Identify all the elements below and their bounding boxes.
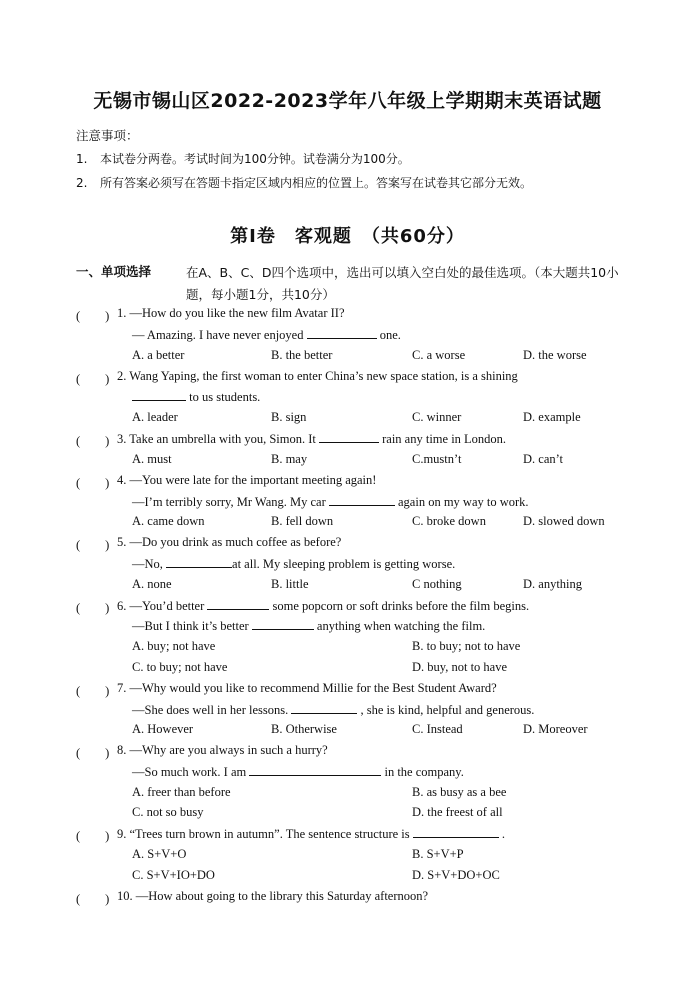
option-b: B. fell down bbox=[271, 514, 334, 528]
answer-blank bbox=[319, 431, 379, 443]
option-d: D. S+V+DO+OC bbox=[412, 868, 500, 882]
question-line: Take an umbrella with you, Simon. It bbox=[129, 432, 316, 446]
question-line-tail: some popcorn or soft drinks before the film begins. bbox=[272, 599, 530, 613]
answer-paren[interactable]: ( ) bbox=[76, 892, 110, 906]
question-stem bbox=[117, 681, 497, 696]
option-c: C. Instead bbox=[412, 722, 463, 736]
question-number: 10. bbox=[117, 889, 133, 903]
part-heading-text: 一、单项选择 bbox=[76, 264, 152, 279]
option-c: C. a worse bbox=[412, 348, 466, 362]
section-title: 第Ⅰ卷 客观题 （共60分） bbox=[230, 226, 465, 247]
question-line-tail: rain any time in London. bbox=[382, 432, 507, 446]
question-line-tail: anything when watching the film. bbox=[316, 619, 486, 633]
question-number: 7. bbox=[117, 681, 127, 695]
question-stem bbox=[117, 306, 345, 321]
option-c: C. to buy; not have bbox=[132, 660, 228, 674]
answer-paren[interactable]: ( ) bbox=[76, 601, 110, 615]
question-number: 6. bbox=[117, 599, 127, 613]
question-stem bbox=[117, 535, 341, 550]
option-a: A. However bbox=[132, 722, 194, 736]
option-b: B. as busy as a bee bbox=[412, 785, 507, 799]
answer-blank bbox=[132, 389, 186, 401]
question-line: —Why are you always in such a hurry? bbox=[129, 743, 328, 757]
question-line-text: —She does well in her lessons. bbox=[132, 703, 289, 717]
question-number: 1. bbox=[117, 306, 127, 320]
answer-paren[interactable]: ( ) bbox=[76, 434, 110, 448]
option-d: D. can’t bbox=[523, 452, 564, 466]
answer-blank bbox=[413, 826, 499, 838]
option-c: C nothing bbox=[412, 577, 462, 591]
answer-blank bbox=[166, 556, 232, 568]
question-line-tail: again on my way to work. bbox=[398, 495, 529, 509]
option-d: D. slowed down bbox=[523, 514, 605, 528]
option-d: D. example bbox=[523, 410, 581, 424]
notes-heading: 注意事项： bbox=[76, 128, 139, 143]
answer-paren[interactable]: ( ) bbox=[76, 538, 110, 552]
note-number: 2. bbox=[76, 176, 88, 190]
note-item bbox=[76, 150, 410, 167]
question-number: 2. bbox=[117, 369, 127, 383]
option-b: B. the better bbox=[271, 348, 333, 362]
question-line: —Why would you like to recommend Millie for the Best Student Award? bbox=[129, 681, 497, 695]
option-c: C. S+V+IO+DO bbox=[132, 868, 215, 882]
question-line bbox=[132, 494, 529, 510]
note-item bbox=[76, 174, 532, 191]
question-line-tail: , she is kind, helpful and generous. bbox=[360, 703, 535, 717]
question-line-tail: one. bbox=[379, 328, 401, 342]
option-c: C. not so busy bbox=[132, 805, 204, 819]
option-a: A. none bbox=[132, 577, 172, 591]
option-a: A. leader bbox=[132, 410, 178, 424]
question-number: 8. bbox=[117, 743, 127, 757]
answer-blank bbox=[252, 618, 314, 630]
question-number: 5. bbox=[117, 535, 127, 549]
question-stem bbox=[117, 889, 428, 904]
answer-paren[interactable]: ( ) bbox=[76, 829, 110, 843]
question-line bbox=[132, 389, 260, 405]
option-b: B. may bbox=[271, 452, 308, 466]
answer-paren[interactable]: ( ) bbox=[76, 476, 110, 490]
answer-paren[interactable]: ( ) bbox=[76, 746, 110, 760]
question-line-text: —So much work. I am bbox=[132, 765, 247, 779]
note-text: 本试卷分两卷。考试时间为100分钟。试卷满分为100分。 bbox=[100, 152, 410, 166]
question-line: “Trees turn brown in autumn”. The sentence structure is bbox=[129, 827, 410, 841]
question-line-text: —But I think it’s better bbox=[132, 619, 249, 633]
question-number: 9. bbox=[117, 827, 127, 841]
question-stem bbox=[117, 598, 529, 614]
question-line bbox=[132, 327, 401, 343]
question-line-tail: in the company. bbox=[384, 765, 464, 779]
question-line-text: — Amazing. I have never enjoyed bbox=[132, 328, 304, 342]
question-line: —Do you drink as much coffee as before? bbox=[129, 535, 342, 549]
question-line-tail: to us students. bbox=[189, 390, 261, 404]
question-line bbox=[132, 556, 455, 572]
option-c: C. broke down bbox=[412, 514, 486, 528]
part-heading bbox=[76, 262, 151, 280]
option-d: D. anything bbox=[523, 577, 583, 591]
note-number: 1. bbox=[76, 152, 88, 166]
answer-blank bbox=[307, 327, 377, 339]
question-line: —How about going to the library this Saturday afternoon? bbox=[135, 889, 429, 903]
question-stem bbox=[117, 431, 506, 447]
part-description: 在A、B、C、D四个选项中，选出可以填入空白处的最佳选项。（本大题共10小题，每小题1分，共10分） bbox=[186, 265, 619, 302]
option-d: D. the worse bbox=[523, 348, 587, 362]
note-text: 所有答案必须写在答题卡指定区域内相应的位置上。答案写在试卷其它部分无效。 bbox=[100, 176, 533, 190]
question-line bbox=[132, 618, 485, 634]
answer-paren[interactable]: ( ) bbox=[76, 309, 110, 323]
question-number: 4. bbox=[117, 473, 127, 487]
question-line bbox=[132, 764, 464, 780]
answer-paren[interactable]: ( ) bbox=[76, 372, 110, 386]
answer-blank bbox=[249, 764, 381, 776]
question-number: 3. bbox=[117, 432, 127, 446]
question-stem bbox=[117, 743, 328, 758]
answer-blank bbox=[291, 702, 357, 714]
option-a: A. S+V+O bbox=[132, 847, 187, 861]
option-d: D. Moreover bbox=[523, 722, 588, 736]
question-line: —You were late for the important meeting again! bbox=[129, 473, 377, 487]
question-line-tail: at all. My sleeping problem is getting worse. bbox=[232, 557, 456, 571]
option-a: A. a better bbox=[132, 348, 185, 362]
option-a: A. freer than before bbox=[132, 785, 231, 799]
answer-blank bbox=[329, 494, 395, 506]
question-stem bbox=[117, 473, 376, 488]
option-d: D. the freest of all bbox=[412, 805, 503, 819]
question-stem bbox=[117, 369, 518, 384]
question-line: —How do you like the new film Avatar II? bbox=[129, 306, 345, 320]
question-line: —You’d better bbox=[129, 599, 205, 613]
option-b: B. Otherwise bbox=[271, 722, 337, 736]
page-title: 无锡市锡山区2022-2023学年八年级上学期期末英语试题 bbox=[93, 90, 602, 112]
question-line bbox=[132, 702, 534, 718]
option-a: A. must bbox=[132, 452, 172, 466]
question-line: Wang Yaping, the first woman to enter China’s new space station, is a shining bbox=[129, 369, 518, 383]
question-line-tail: . bbox=[501, 827, 506, 841]
option-a: A. buy; not have bbox=[132, 639, 216, 653]
option-d: D. buy, not to have bbox=[412, 660, 508, 674]
option-c: C. winner bbox=[412, 410, 462, 424]
question-line-text: —No, bbox=[132, 557, 163, 571]
answer-paren[interactable]: ( ) bbox=[76, 684, 110, 698]
question-line-text: —I’m terribly sorry, Mr Wang. My car bbox=[132, 495, 326, 509]
option-a: A. came down bbox=[132, 514, 205, 528]
option-b: B. sign bbox=[271, 410, 307, 424]
option-b: B. to buy; not to have bbox=[412, 639, 521, 653]
option-b: B. little bbox=[271, 577, 309, 591]
option-c: C.mustn’t bbox=[412, 452, 462, 466]
answer-blank bbox=[207, 598, 269, 610]
question-stem bbox=[117, 826, 505, 842]
option-b: B. S+V+P bbox=[412, 847, 464, 861]
